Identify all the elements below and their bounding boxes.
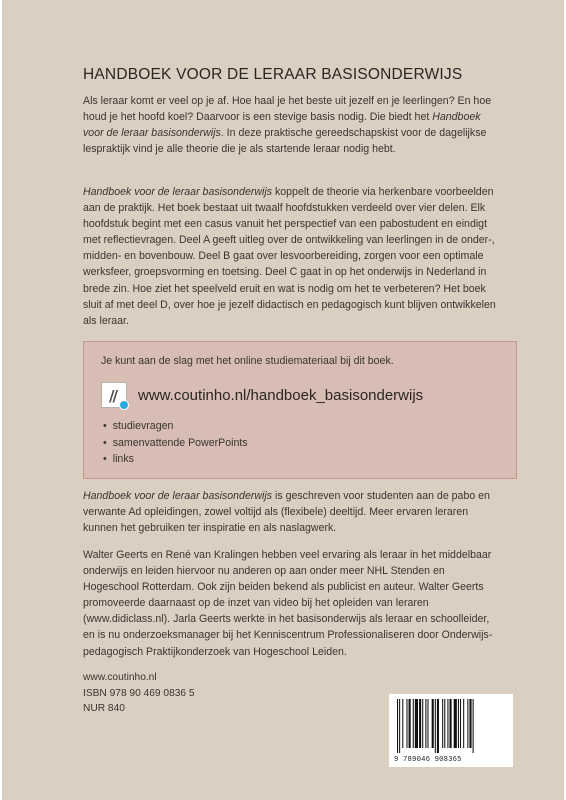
barcode-bar: [458, 699, 459, 748]
intro-book-title: Handboek voor de leraar basisonderwijs: [83, 111, 481, 140]
intro-text-a: Als leraar komt er veel op je af. Hoe haal je het beste uit jezelf en je leerlingen? En hoe houd je het hoofd koel? Daarvoor is een stevige basis nodig. Die biedt het: [83, 95, 492, 124]
list-item: • studievragen: [103, 418, 248, 435]
barcode-bar: [399, 699, 400, 753]
barcode-bar: [463, 699, 464, 748]
barcode-bar: [427, 699, 428, 748]
barcode-bar: [454, 699, 457, 748]
barcode-bar: [437, 699, 439, 753]
barcode-bar: [473, 699, 474, 753]
barcode-bar: [467, 699, 468, 748]
barcode-bar: [432, 699, 434, 748]
online-material-url[interactable]: www.coutinho.nl/handboek_basisonderwijs: [138, 386, 424, 404]
barcode-bar: [397, 699, 398, 753]
barcode-bar: [413, 699, 414, 748]
barcode-bar: [435, 699, 436, 753]
authors-paragraph: Walter Geerts en René van Kralingen hebben veel ervaring als leraar in het middelbaar onderwijs en leiden hiervoor nu anderen op aan onder meer NHL Stenden en Hogeschool Rotterdam. Ook zijn beiden bekend als publicist en auteur. Walter Geerts promoveerde daarnaast op de inzet van video bij het opleiden van leraren (www.didiclass.nl). Jarla Geerts werkte in het basisonderwijs als leraar en schoolleider, en is nu onderzoeksmanager bij het Kenniscentrum Professionaliseren door Onderwijs-pedagogisch Praktijkonderzoek van Hogeschool Leiden.: [83, 549, 493, 658]
intro-text-b: . In deze praktische gereedschapskist voor de dagelijkse lespraktijk vind je alle theorie die je als startende leraar nodig hebt.: [83, 127, 487, 156]
barcode-bar: [442, 699, 443, 748]
barcode-bar: [450, 699, 452, 748]
audience-text: is geschreven voor studenten aan de pabo en verwante Ad opleidingen, zowel voltijd als (flexibele) deeltijd. Meer ervaren leraren kunnen het gebruiken ter inspiratie en als naslagwerk.: [83, 490, 490, 535]
content-text: koppelt de theorie via herkenbare voorbeelden aan de praktijk. Het boek bestaat uit twaalf hoofdstukken verdeeld over vier delen. Elk hoofdstuk begint met een casus vanuit het perspectief van een pabostudent en eindigt met reflectievragen. Deel A geeft uitleg over de ontwikkeling van leerlingen in de onder-, midden- en bovenbouw. Deel B gaat over lesvoorbereiding, zorgen voor een optimale werksfeer, groepsvorming en toetsing. Deel C gaat in op het onderwijs in Nederland in brede zin. Hoe ziet het speelveld eruit en wat is nodig om het te verbeteren? Het boek sluit af met deel D, over hoe je jezelf didactisch en pedagogisch kunt blijven ontwikkelen als leraar.: [83, 186, 496, 327]
intro-paragraph: [83, 93, 503, 157]
barcode-bar: [444, 699, 445, 748]
content-book-title: Handboek voor de leraar basisonderwijs: [83, 186, 273, 198]
online-material-list: [103, 418, 248, 468]
isbn: ISBN 978 90 469 0836 5: [83, 687, 195, 699]
barcode-bar: [469, 699, 471, 748]
list-item: • samenvattende PowerPoints: [103, 435, 248, 452]
link-icon: //: [101, 382, 127, 408]
barcode-bar: [422, 699, 423, 748]
barcode-bar: [419, 699, 421, 748]
barcode-bar: [402, 699, 403, 748]
online-material-box: [83, 341, 517, 479]
list-item: • links: [103, 451, 248, 468]
barcode-bar: [447, 699, 448, 748]
barcode-bar: [460, 699, 461, 748]
barcode-bar: [415, 699, 418, 748]
audience-paragraph: [83, 488, 503, 536]
publication-meta: [83, 670, 195, 717]
nur-code: NUR 840: [83, 703, 125, 714]
online-material-link[interactable]: [101, 382, 423, 408]
barcode-bar: [425, 699, 426, 748]
audience-book-title: Handboek voor de leraar basisonderwijs: [83, 490, 273, 502]
online-material-intro: Je kunt aan de slag met het online studiemateriaal bij dit boek.: [101, 355, 394, 367]
barcode: [389, 694, 513, 767]
barcode-bars: [395, 699, 507, 753]
publisher-website: www.coutinho.nl: [83, 672, 157, 683]
book-title: HANDBOEK VOOR DE LERAAR BASISONDERWIJS: [83, 66, 463, 83]
barcode-digits: 9 789046 908365: [394, 756, 462, 764]
barcode-bar: [409, 699, 411, 748]
barcode-bar: [406, 699, 407, 748]
content-paragraph: [83, 184, 503, 329]
